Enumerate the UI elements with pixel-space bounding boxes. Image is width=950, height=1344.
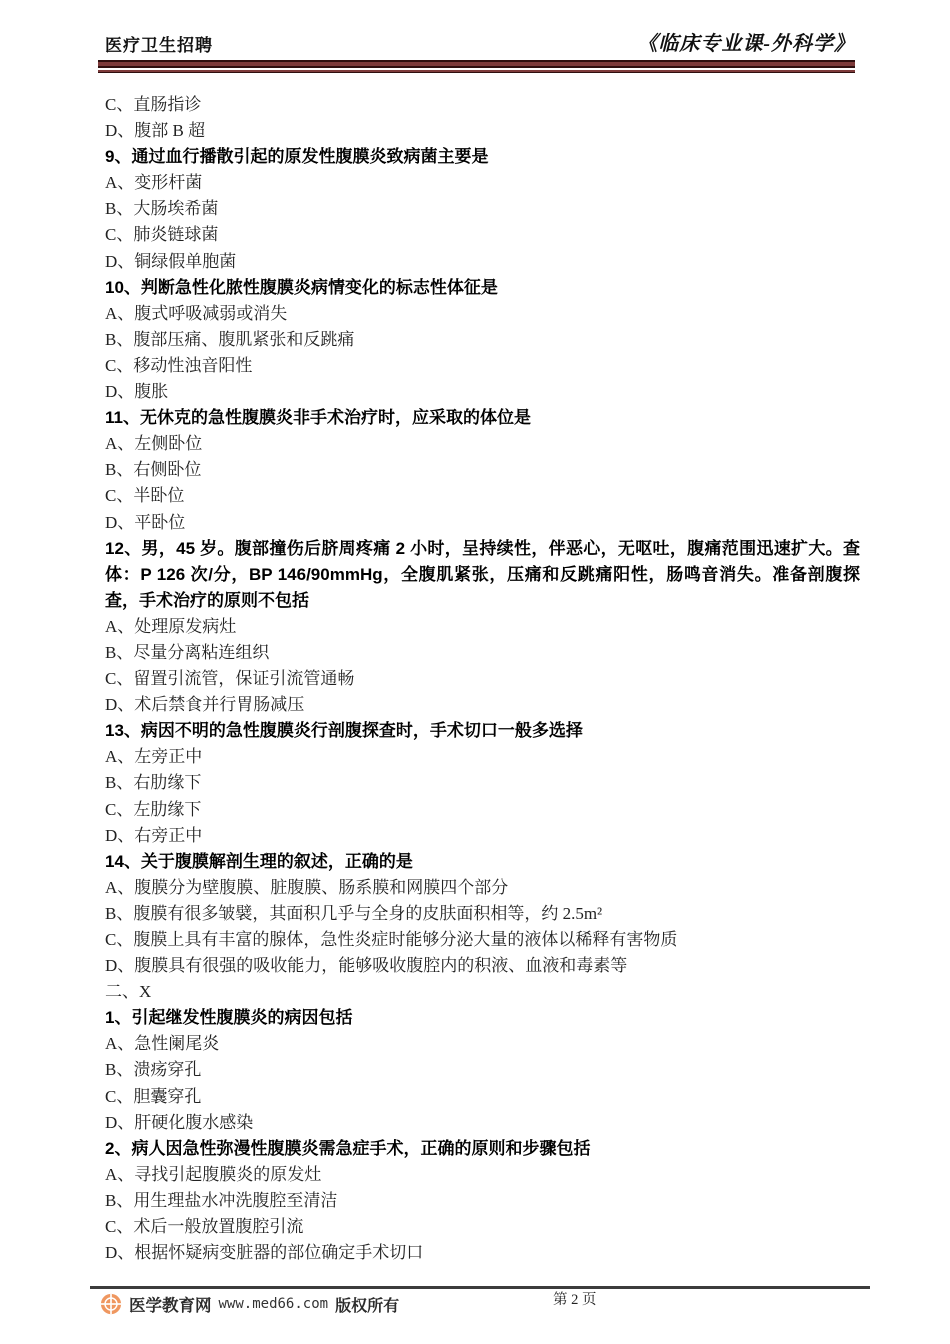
page-number: 第 2 页: [553, 1292, 597, 1308]
question-stem: 9、通过血行播散引起的原发性腹膜炎致病菌主要是: [105, 147, 489, 167]
copyright-bar: [100, 1292, 399, 1316]
answer-option: A、急性阑尾炎: [105, 1034, 220, 1054]
question-stem: 12、男，45 岁。腹部撞伤后脐周疼痛 2 小时，呈持续性，伴恶心，无呕吐，腹痛范围迅速扩大。查体：P 126 次/分，BP 146/90mmHg，全腹肌紧张，压痛和反跳痛阳性，肠鸣音消失。准备剖腹探查，手术治疗的原则不包括: [105, 538, 860, 610]
answer-option: D、术后禁食并行胃肠减压: [105, 695, 305, 715]
continued-option: C、直肠指诊: [105, 95, 202, 114]
answer-option: A、处理原发病灶: [105, 616, 237, 636]
question-stem: 11、无休克的急性腹膜炎非手术治疗时，应采取的体位是: [105, 408, 531, 428]
answer-option: B、腹膜有很多皱襞，其面积几乎与全身的皮肤面积相等，约 2.5m²: [105, 903, 603, 923]
answer-option: A、腹膜分为壁腹膜、脏腹膜、肠系膜和网膜四个部分: [105, 877, 509, 897]
answer-option: A、腹式呼吸减弱或消失: [105, 303, 288, 323]
answer-option: A、左旁正中: [105, 747, 203, 767]
answer-option: C、腹膜上具有丰富的腺体，急性炎症时能够分泌大量的液体以稀释有害物质: [105, 930, 678, 949]
question-stem: 13、病因不明的急性腹膜炎行剖腹探查时，手术切口一般多选择: [105, 721, 583, 741]
site-url: www.med66.com: [218, 1296, 329, 1312]
answer-option: D、右旁正中: [105, 825, 203, 845]
answer-option: C、半卧位: [105, 486, 185, 506]
section-heading: 二、X: [105, 982, 152, 1002]
answer-option: C、左肋缘下: [105, 799, 202, 819]
answer-option: D、铜绿假单胞菌: [105, 251, 237, 271]
answer-option: B、尽量分离粘连组织: [105, 642, 270, 662]
copyright-text: 版权所有: [335, 1297, 400, 1315]
answer-option: C、移动性浊音阳性: [105, 355, 253, 375]
answer-option: D、平卧位: [105, 512, 186, 532]
med66-logo-icon: [100, 1293, 122, 1315]
answer-option: B、右肋缘下: [105, 773, 202, 793]
answer-option: B、用生理盐水冲洗腹腔至清洁: [105, 1190, 338, 1210]
answer-option: B、右侧卧位: [105, 460, 202, 480]
answer-option: C、肺炎链球菌: [105, 225, 219, 245]
answer-option: A、左侧卧位: [105, 434, 203, 454]
answer-option: D、腹胀: [105, 382, 169, 402]
question-stem: 14、关于腹膜解剖生理的叙述，正确的是: [105, 851, 413, 871]
answer-option: C、留置引流管，保证引流管通畅: [105, 669, 355, 689]
continued-option: D、腹部 B 超: [105, 121, 206, 141]
answer-option: C、胆囊穿孔: [105, 1086, 202, 1106]
answer-option: A、寻找引起腹膜炎的原发灶: [105, 1164, 322, 1184]
answer-option: B、溃疡穿孔: [105, 1060, 202, 1080]
answer-option: B、大肠埃希菌: [105, 199, 219, 219]
question-stem: 1、引起继发性腹膜炎的病因包括: [105, 1008, 353, 1028]
answer-option: D、根据怀疑病变脏器的部位确定手术切口: [105, 1243, 424, 1263]
header-right-title: 《临床专业课-外科学》: [637, 33, 855, 55]
brand-name: 医学教育网: [129, 1297, 212, 1315]
answer-option: D、肝硬化腹水感染: [105, 1112, 254, 1132]
header-rule-thin: [98, 70, 855, 73]
exam-content: [105, 92, 860, 1266]
answer-option: B、腹部压痛、腹肌紧张和反跳痛: [105, 329, 355, 349]
answer-option: D、腹膜具有很强的吸收能力，能够吸收腹腔内的积液、血液和毒素等: [105, 956, 628, 976]
question-stem: 10、判断急性化脓性腹膜炎病情变化的标志性体征是: [105, 277, 498, 297]
header-rule-thick: [98, 60, 855, 68]
header-title-row: [0, 0, 950, 56]
page-header: [0, 0, 950, 73]
answer-option: A、变形杆菌: [105, 173, 203, 193]
footer-rule: [90, 1286, 870, 1289]
question-stem: 2、病人因急性弥漫性腹膜炎需急症手术，正确的原则和步骤包括: [105, 1138, 591, 1158]
header-left-title: 医疗卫生招聘: [105, 36, 213, 55]
answer-option: C、术后一般放置腹腔引流: [105, 1217, 304, 1237]
